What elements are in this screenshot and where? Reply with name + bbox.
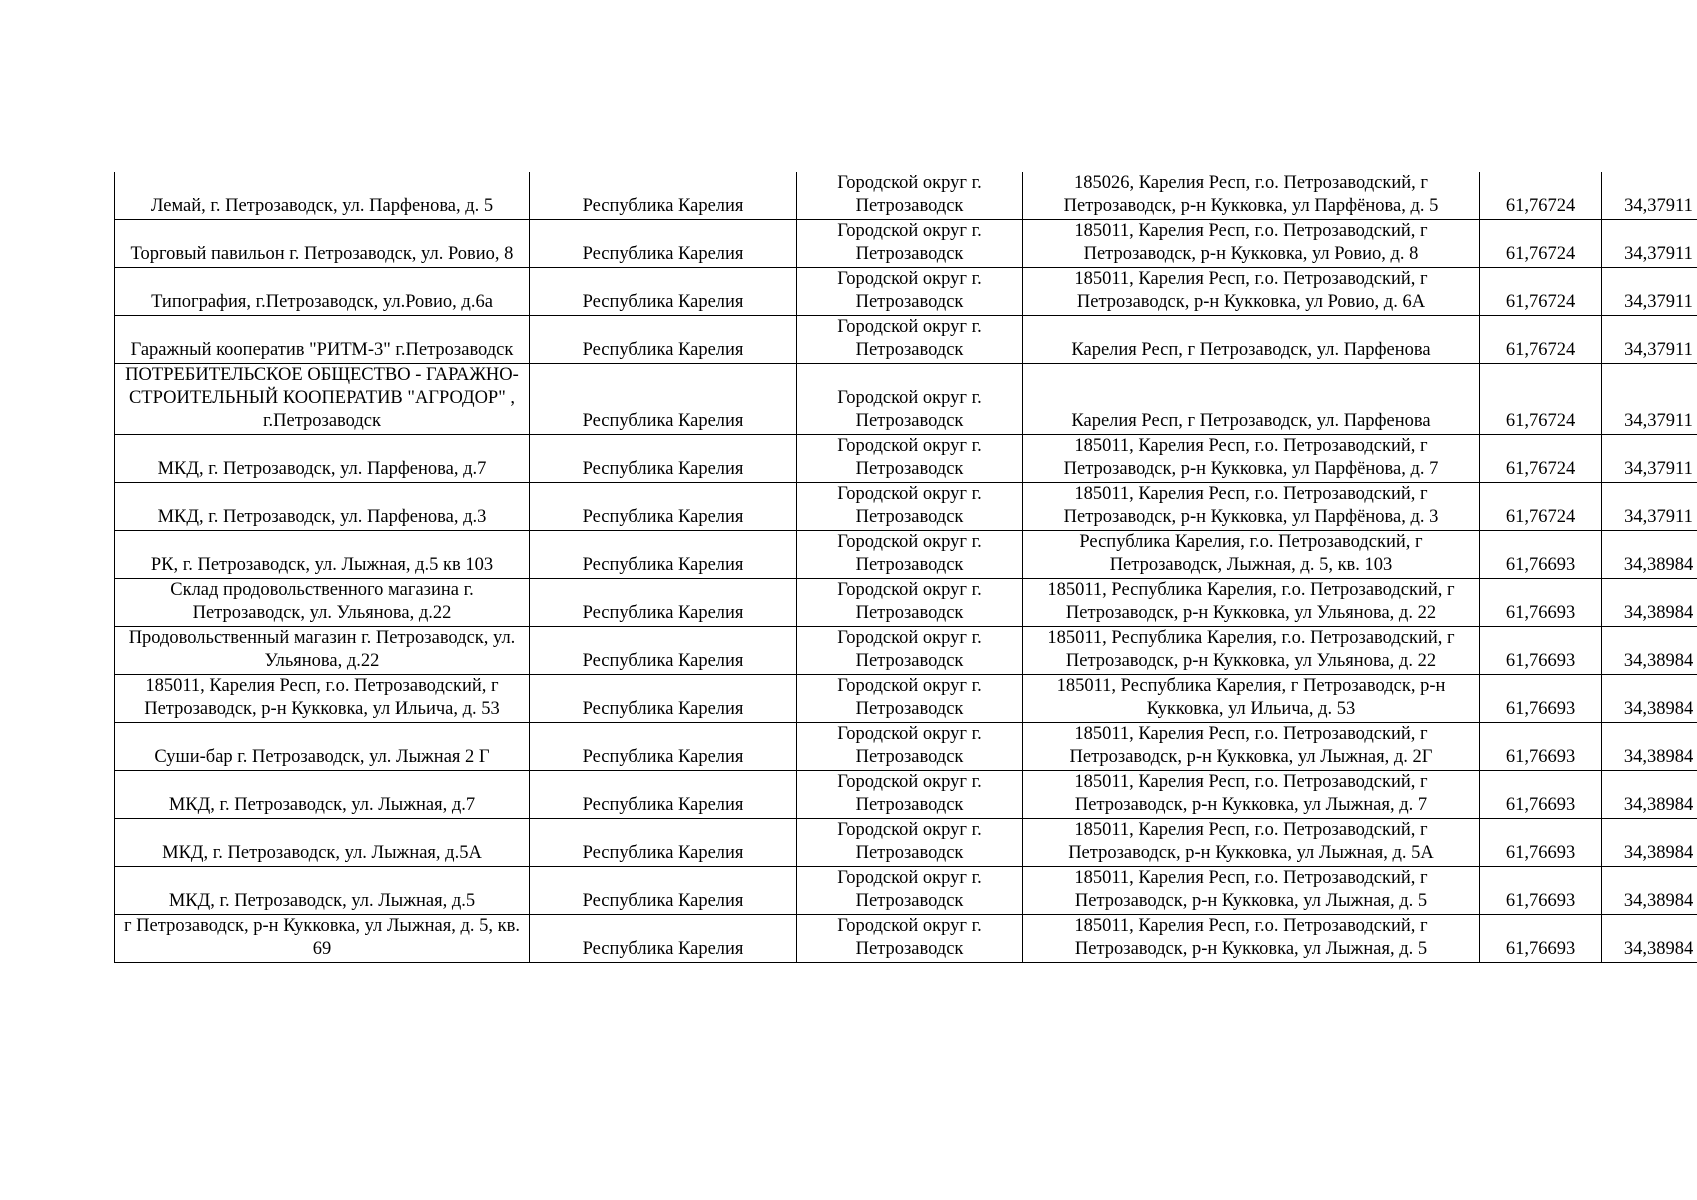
district-cell xyxy=(797,172,1023,220)
objects-table xyxy=(114,172,1697,963)
region-cell xyxy=(530,172,797,220)
address-cell xyxy=(1023,316,1480,364)
district-name: Городской округ г. Петрозаводск xyxy=(837,221,982,264)
latitude-cell xyxy=(1480,771,1602,819)
district-cell xyxy=(797,364,1023,435)
district-cell xyxy=(797,675,1023,723)
region-cell xyxy=(530,531,797,579)
object-name: Суши-бар г. Петрозаводск, ул. Лыжная 2 Г xyxy=(154,747,490,767)
address-cell xyxy=(1023,483,1480,531)
address-text: 185011, Карелия Респ, г.о. Петрозаводский, г Петрозаводск, р-н Кукковка, ул Парфёнова, д. 3 xyxy=(1063,484,1439,527)
latitude-value: 61,76724 xyxy=(1505,244,1576,264)
object-name: МКД, г. Петрозаводск, ул. Лыжная, д.7 xyxy=(168,795,476,815)
district-name: Городской округ г. Петрозаводск xyxy=(837,820,982,863)
district-cell xyxy=(797,531,1023,579)
latitude-cell xyxy=(1480,819,1602,867)
latitude-value: 61,76724 xyxy=(1505,411,1576,431)
district-cell xyxy=(797,435,1023,483)
address-text: Республика Карелия, г.о. Петрозаводский, г Петрозаводск, Лыжная, д. 5, кв. 103 xyxy=(1079,532,1423,575)
region-cell xyxy=(530,316,797,364)
latitude-cell xyxy=(1480,316,1602,364)
longitude-cell xyxy=(1602,435,1697,483)
object-name-cell xyxy=(115,675,530,723)
address-text: Карелия Респ, г Петрозаводск, ул. Парфенова xyxy=(1071,340,1431,360)
district-cell xyxy=(797,819,1023,867)
district-name: Городской округ г. Петрозаводск xyxy=(837,724,982,767)
longitude-cell xyxy=(1602,627,1697,675)
longitude-cell xyxy=(1602,531,1697,579)
object-name: РК, г. Петрозаводск, ул. Лыжная, д.5 кв 103 xyxy=(150,555,494,575)
address-text: 185011, Карелия Респ, г.о. Петрозаводский, г Петрозаводск, р-н Кукковка, ул Ровио, д. 8 xyxy=(1074,221,1428,264)
latitude-value: 61,76693 xyxy=(1505,891,1576,911)
table-row xyxy=(115,316,1697,364)
longitude-value: 34,38984 xyxy=(1623,891,1694,911)
table-row xyxy=(115,915,1697,963)
region-cell xyxy=(530,435,797,483)
address-cell xyxy=(1023,220,1480,268)
district-cell xyxy=(797,316,1023,364)
address-text: 185011, Карелия Респ, г.о. Петрозаводский, г Петрозаводск, р-н Кукковка, ул Парфёнова, д. 7 xyxy=(1063,436,1439,479)
district-cell xyxy=(797,723,1023,771)
longitude-value: 34,38984 xyxy=(1623,843,1694,863)
region-name: Республика Карелия xyxy=(582,459,744,479)
table-row xyxy=(115,268,1697,316)
object-name: Типография, г.Петрозаводск, ул.Ровио, д.6а xyxy=(151,292,493,312)
district-name: Городской округ г. Петрозаводск xyxy=(837,772,982,815)
latitude-cell xyxy=(1480,172,1602,220)
address-text: 185011, Карелия Респ, г.о. Петрозаводский, г Петрозаводск, р-н Кукковка, ул Лыжная, д. 5 xyxy=(1074,868,1428,911)
table-row xyxy=(115,675,1697,723)
district-cell xyxy=(797,771,1023,819)
region-cell xyxy=(530,771,797,819)
latitude-value: 61,76693 xyxy=(1505,747,1576,767)
objects-table-body xyxy=(115,172,1697,963)
object-name-cell xyxy=(115,915,530,963)
longitude-value: 34,38984 xyxy=(1623,699,1694,719)
district-name: Городской округ г. Петрозаводск xyxy=(837,317,982,360)
latitude-value: 61,76724 xyxy=(1505,340,1576,360)
address-text: 185011, Карелия Респ, г.о. Петрозаводский, г Петрозаводск, р-н Кукковка, ул Лыжная, д. 7 xyxy=(1074,772,1428,815)
region-name: Республика Карелия xyxy=(582,555,744,575)
region-cell xyxy=(530,675,797,723)
district-name: Городской округ г. Петрозаводск xyxy=(837,676,982,719)
object-name-cell xyxy=(115,172,530,220)
longitude-cell xyxy=(1602,867,1697,915)
object-name-cell xyxy=(115,723,530,771)
latitude-value: 61,76693 xyxy=(1505,555,1576,575)
longitude-value: 34,37911 xyxy=(1624,507,1693,527)
region-cell xyxy=(530,483,797,531)
district-name: Городской округ г. Петрозаводск xyxy=(837,484,982,527)
longitude-value: 34,37911 xyxy=(1624,411,1693,431)
address-text: 185011, Республика Карелия, г Петрозаводск, р-н Кукковка, ул Ильича, д. 53 xyxy=(1056,676,1446,719)
latitude-cell xyxy=(1480,531,1602,579)
latitude-cell xyxy=(1480,435,1602,483)
object-name-cell xyxy=(115,435,530,483)
longitude-cell xyxy=(1602,364,1697,435)
table-row xyxy=(115,364,1697,435)
address-cell xyxy=(1023,579,1480,627)
region-name: Республика Карелия xyxy=(582,292,744,312)
address-text: Карелия Респ, г Петрозаводск, ул. Парфенова xyxy=(1071,411,1431,431)
object-name: Гаражный кооператив "РИТМ-3" г.Петрозаводск xyxy=(130,340,514,360)
region-cell xyxy=(530,867,797,915)
district-name: Городской округ г. Петрозаводск xyxy=(837,868,982,911)
table-row xyxy=(115,172,1697,220)
table-row xyxy=(115,867,1697,915)
object-name: МКД, г. Петрозаводск, ул. Парфенова, д.3 xyxy=(157,507,487,527)
latitude-value: 61,76693 xyxy=(1505,939,1576,959)
region-cell xyxy=(530,579,797,627)
address-text: 185011, Карелия Респ, г.о. Петрозаводский, г Петрозаводск, р-н Кукковка, ул Ровио, д. 6А xyxy=(1074,269,1428,312)
address-text: 185011, Республика Карелия, г.о. Петрозаводский, г Петрозаводск, р-н Кукковка, ул Ульянова, д. 22 xyxy=(1047,628,1455,671)
region-name: Республика Карелия xyxy=(582,244,744,264)
longitude-cell xyxy=(1602,723,1697,771)
region-name: Республика Карелия xyxy=(582,747,744,767)
object-name-cell xyxy=(115,771,530,819)
district-cell xyxy=(797,483,1023,531)
longitude-cell xyxy=(1602,316,1697,364)
district-name: Городской округ г. Петрозаводск xyxy=(837,916,982,959)
object-name: МКД, г. Петрозаводск, ул. Парфенова, д.7 xyxy=(157,459,487,479)
longitude-cell xyxy=(1602,819,1697,867)
district-cell xyxy=(797,867,1023,915)
address-cell xyxy=(1023,531,1480,579)
longitude-value: 34,38984 xyxy=(1623,939,1694,959)
latitude-value: 61,76724 xyxy=(1505,459,1576,479)
region-cell xyxy=(530,627,797,675)
district-cell xyxy=(797,268,1023,316)
district-name: Городской округ г. Петрозаводск xyxy=(837,269,982,312)
latitude-cell xyxy=(1480,579,1602,627)
object-name-cell xyxy=(115,579,530,627)
district-name: Городской округ г. Петрозаводск xyxy=(837,532,982,575)
table-row xyxy=(115,435,1697,483)
longitude-value: 34,38984 xyxy=(1623,651,1694,671)
longitude-value: 34,37911 xyxy=(1624,196,1693,216)
object-name: МКД, г. Петрозаводск, ул. Лыжная, д.5 xyxy=(168,891,476,911)
region-name: Республика Карелия xyxy=(582,603,744,623)
address-cell xyxy=(1023,172,1480,220)
region-name: Республика Карелия xyxy=(582,699,744,719)
longitude-value: 34,38984 xyxy=(1623,747,1694,767)
region-name: Республика Карелия xyxy=(582,795,744,815)
table-row xyxy=(115,579,1697,627)
region-cell xyxy=(530,220,797,268)
latitude-cell xyxy=(1480,915,1602,963)
address-cell xyxy=(1023,819,1480,867)
document-page xyxy=(114,172,1694,963)
longitude-value: 34,37911 xyxy=(1624,244,1693,264)
region-cell xyxy=(530,819,797,867)
table-row xyxy=(115,531,1697,579)
address-text: 185011, Карелия Респ, г.о. Петрозаводский, г Петрозаводск, р-н Кукковка, ул Лыжная, д. 2Г xyxy=(1069,724,1433,767)
latitude-cell xyxy=(1480,364,1602,435)
region-name: Республика Карелия xyxy=(582,196,744,216)
latitude-value: 61,76693 xyxy=(1505,651,1576,671)
district-cell xyxy=(797,627,1023,675)
district-name: Городской округ г. Петрозаводск xyxy=(837,388,982,431)
latitude-value: 61,76724 xyxy=(1505,292,1576,312)
address-text: 185011, Республика Карелия, г.о. Петрозаводский, г Петрозаводск, р-н Кукковка, ул Ульянова, д. 22 xyxy=(1047,580,1455,623)
latitude-value: 61,76693 xyxy=(1505,795,1576,815)
longitude-cell xyxy=(1602,483,1697,531)
object-name: МКД, г. Петрозаводск, ул. Лыжная, д.5А xyxy=(162,843,482,863)
object-name-cell xyxy=(115,531,530,579)
address-cell xyxy=(1023,364,1480,435)
object-name-cell xyxy=(115,316,530,364)
address-cell xyxy=(1023,627,1480,675)
table-row xyxy=(115,819,1697,867)
object-name-cell xyxy=(115,364,530,435)
region-name: Республика Карелия xyxy=(582,507,744,527)
latitude-cell xyxy=(1480,220,1602,268)
longitude-value: 34,38984 xyxy=(1623,795,1694,815)
longitude-cell xyxy=(1602,268,1697,316)
latitude-value: 61,76693 xyxy=(1505,603,1576,623)
longitude-value: 34,38984 xyxy=(1623,603,1694,623)
address-text: 185011, Карелия Респ, г.о. Петрозаводский, г Петрозаводск, р-н Кукковка, ул Лыжная, д. 5 xyxy=(1074,916,1428,959)
table-row xyxy=(115,771,1697,819)
latitude-cell xyxy=(1480,627,1602,675)
district-name: Городской округ г. Петрозаводск xyxy=(837,173,982,216)
region-cell xyxy=(530,268,797,316)
district-cell xyxy=(797,579,1023,627)
longitude-cell xyxy=(1602,915,1697,963)
region-name: Республика Карелия xyxy=(582,651,744,671)
longitude-cell xyxy=(1602,220,1697,268)
district-cell xyxy=(797,915,1023,963)
table-row xyxy=(115,627,1697,675)
region-cell xyxy=(530,915,797,963)
latitude-value: 61,76693 xyxy=(1505,699,1576,719)
latitude-cell xyxy=(1480,675,1602,723)
district-name: Городской округ г. Петрозаводск xyxy=(837,628,982,671)
longitude-cell xyxy=(1602,675,1697,723)
address-cell xyxy=(1023,675,1480,723)
longitude-value: 34,37911 xyxy=(1624,292,1693,312)
longitude-value: 34,38984 xyxy=(1623,555,1694,575)
object-name: Продовольственный магазин г. Петрозаводск, ул. Ульянова, д.22 xyxy=(128,628,516,671)
address-cell xyxy=(1023,435,1480,483)
address-cell xyxy=(1023,915,1480,963)
region-name: Республика Карелия xyxy=(582,939,744,959)
object-name-cell xyxy=(115,867,530,915)
table-row xyxy=(115,483,1697,531)
address-cell xyxy=(1023,771,1480,819)
object-name: г Петрозаводск, р-н Кукковка, ул Лыжная, д. 5, кв. 69 xyxy=(123,916,521,959)
region-cell xyxy=(530,723,797,771)
latitude-cell xyxy=(1480,483,1602,531)
address-text: 185026, Карелия Респ, г.о. Петрозаводский, г Петрозаводск, р-н Кукковка, ул Парфёнова, д. 5 xyxy=(1063,173,1439,216)
longitude-cell xyxy=(1602,771,1697,819)
object-name: Торговый павильон г. Петрозаводск, ул. Ровио, 8 xyxy=(130,244,514,264)
object-name-cell xyxy=(115,268,530,316)
region-name: Республика Карелия xyxy=(582,411,744,431)
latitude-cell xyxy=(1480,723,1602,771)
latitude-value: 61,76724 xyxy=(1505,196,1576,216)
latitude-value: 61,76693 xyxy=(1505,843,1576,863)
object-name-cell xyxy=(115,819,530,867)
latitude-cell xyxy=(1480,268,1602,316)
table-row xyxy=(115,220,1697,268)
longitude-value: 34,37911 xyxy=(1624,340,1693,360)
object-name-cell xyxy=(115,220,530,268)
object-name-cell xyxy=(115,627,530,675)
longitude-value: 34,37911 xyxy=(1624,459,1693,479)
object-name: Лемай, г. Петрозаводск, ул. Парфенова, д. 5 xyxy=(150,196,494,216)
object-name: ПОТРЕБИТЕЛЬСКОЕ ОБЩЕСТВО - ГАРАЖНО-СТРОИТЕЛЬНЫЙ КООПЕРАТИВ "АГРОДОР" , г.Петрозаводск xyxy=(125,365,519,431)
district-name: Городской округ г. Петрозаводск xyxy=(837,436,982,479)
district-name: Городской округ г. Петрозаводск xyxy=(837,580,982,623)
object-name: 185011, Карелия Респ, г.о. Петрозаводский, г Петрозаводск, р-н Кукковка, ул Ильича, д. 53 xyxy=(144,676,500,719)
address-cell xyxy=(1023,867,1480,915)
region-cell xyxy=(530,364,797,435)
longitude-cell xyxy=(1602,172,1697,220)
region-name: Республика Карелия xyxy=(582,843,744,863)
object-name: Склад продовольственного магазина г. Петрозаводск, ул. Ульянова, д.22 xyxy=(170,580,474,623)
latitude-cell xyxy=(1480,867,1602,915)
district-cell xyxy=(797,220,1023,268)
region-name: Республика Карелия xyxy=(582,340,744,360)
object-name-cell xyxy=(115,483,530,531)
address-text: 185011, Карелия Респ, г.о. Петрозаводский, г Петрозаводск, р-н Кукковка, ул Лыжная, д. 5А xyxy=(1068,820,1434,863)
region-name: Республика Карелия xyxy=(582,891,744,911)
latitude-value: 61,76724 xyxy=(1505,507,1576,527)
address-cell xyxy=(1023,723,1480,771)
table-row xyxy=(115,723,1697,771)
longitude-cell xyxy=(1602,579,1697,627)
address-cell xyxy=(1023,268,1480,316)
